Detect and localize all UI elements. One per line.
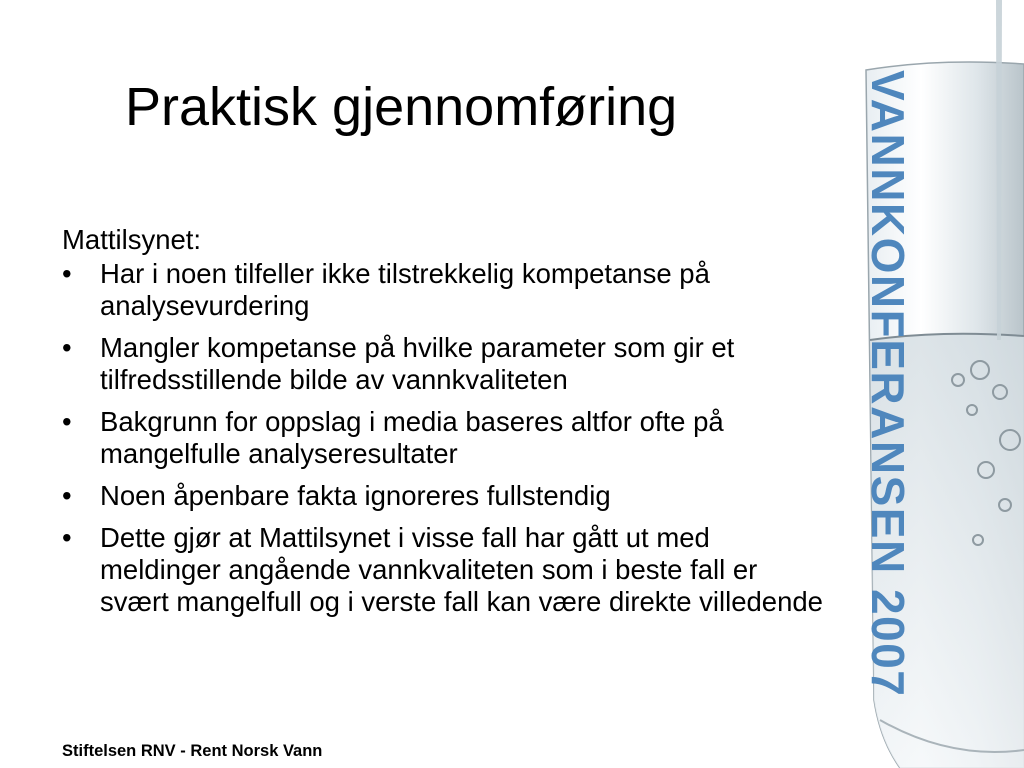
- slide-title: Praktisk gjennomføring: [125, 77, 678, 137]
- slide-body: [62, 224, 832, 628]
- bullet-dot: •: [62, 406, 72, 437]
- bullet-item: [62, 522, 832, 618]
- bullet-dot: •: [62, 332, 72, 363]
- bullet-item: [62, 480, 832, 512]
- bullet-item: [62, 258, 832, 322]
- footer: Stiftelsen RNV - Rent Norsk Vann: [62, 742, 323, 760]
- bullet-item: [62, 332, 832, 396]
- bullet-item: [62, 406, 832, 470]
- vertical-brand-text: VANNKONFERANSEN 2007: [862, 70, 914, 698]
- bullet-dot: •: [62, 522, 72, 553]
- intro-text: Mattilsynet:: [62, 224, 202, 255]
- bullet-text: Mangler kompetanse på hvilke parameter som gir et tilfredsstillende bilde av vannkvaliteten: [100, 332, 735, 395]
- bullet-dot: •: [62, 258, 72, 289]
- bullet-text: Bakgrunn for oppslag i media baseres altfor ofte på mangelfulle analyseresultater: [100, 406, 724, 469]
- bullet-dot: •: [62, 480, 72, 511]
- bullet-text: Har i noen tilfeller ikke tilstrekkelig kompetanse på analysevurdering: [100, 258, 710, 321]
- bullet-list: [62, 258, 832, 618]
- bullet-text: Dette gjør at Mattilsynet i visse fall har gått ut med meldinger angående vannkvaliteten som i beste fall er svært mangelfull og i verste fall kan være direkte villedende: [100, 522, 823, 617]
- bullet-text: Noen åpenbare fakta ignoreres fullstendig: [100, 480, 611, 511]
